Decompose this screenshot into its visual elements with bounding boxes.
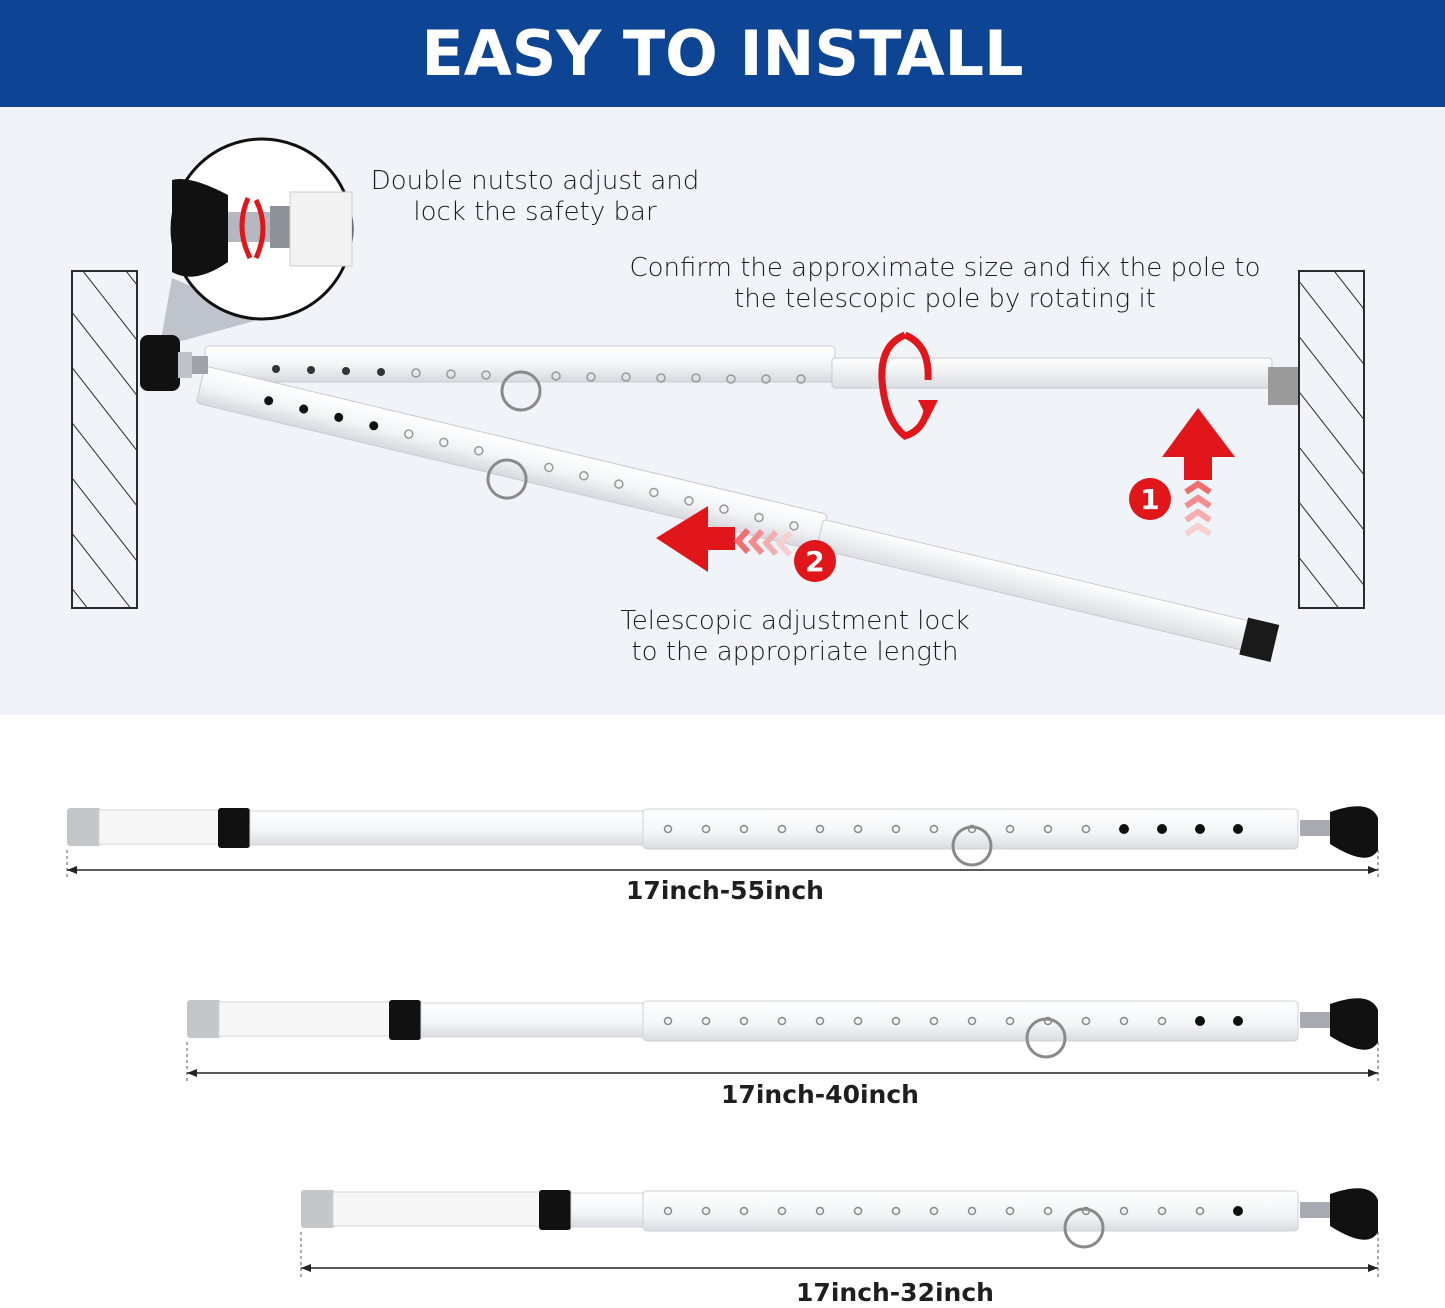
bar-collar (389, 1000, 421, 1040)
dimension-arrow-left (187, 1069, 197, 1077)
dimension-arrow-right (1368, 1264, 1378, 1272)
bar-hole (1233, 1016, 1243, 1026)
size-label-32: 17inch-32inch (796, 1278, 994, 1307)
caption-telescopic-line2: to the appropriate length (631, 637, 959, 667)
rubber-foot (1330, 998, 1378, 1049)
caption-rotate-line1: Confirm the approximate size and fix the pole to (629, 253, 1261, 283)
inner-tube (219, 1002, 391, 1036)
dimension-arrow-right (1368, 866, 1378, 874)
dimension-arrow-left (301, 1264, 311, 1272)
step-one-number: 1 (1140, 482, 1160, 516)
middle-tube (571, 1193, 643, 1227)
caption-double-nuts-line1: Double nutsto adjust and (370, 166, 700, 196)
bar-hole (1119, 824, 1129, 834)
bar-tip (187, 1000, 221, 1038)
inner-tube (99, 810, 220, 844)
size-bar-3 (301, 1188, 1378, 1278)
size-label-55: 17inch-55inch (626, 876, 824, 905)
inner-tube (333, 1192, 541, 1226)
size-label-40: 17inch-40inch (721, 1080, 919, 1109)
bar-hole (1233, 824, 1243, 834)
size-bar-1 (67, 806, 1378, 880)
caption-double-nuts-line2: lock the safety bar (413, 197, 657, 227)
dimension-arrow-right (1368, 1069, 1378, 1077)
middle-tube (250, 811, 643, 845)
bolt (1300, 1202, 1330, 1218)
bolt (1300, 1012, 1330, 1028)
caption-rotate-line2: the telescopic pole by rotating it (734, 284, 1156, 314)
rubber-foot (1330, 1188, 1378, 1239)
middle-tube (421, 1003, 643, 1037)
size-bar-2 (187, 998, 1378, 1083)
bar-hole (1157, 824, 1167, 834)
bar-hole (1233, 1206, 1243, 1216)
rubber-foot (1330, 806, 1378, 857)
caption-telescopic-line1: Telescopic adjustment lock (620, 606, 970, 636)
banner-title: EASY TO INSTALL (421, 17, 1024, 90)
bar-collar (539, 1190, 571, 1230)
bar-hole (1195, 1016, 1205, 1026)
bar-tip (301, 1190, 335, 1228)
dimension-arrow-left (67, 866, 77, 874)
bar-hole (1195, 824, 1205, 834)
bolt (1300, 820, 1330, 836)
step-two-number: 2 (805, 544, 825, 578)
bar-tip (67, 808, 101, 846)
bar-collar (218, 808, 250, 848)
